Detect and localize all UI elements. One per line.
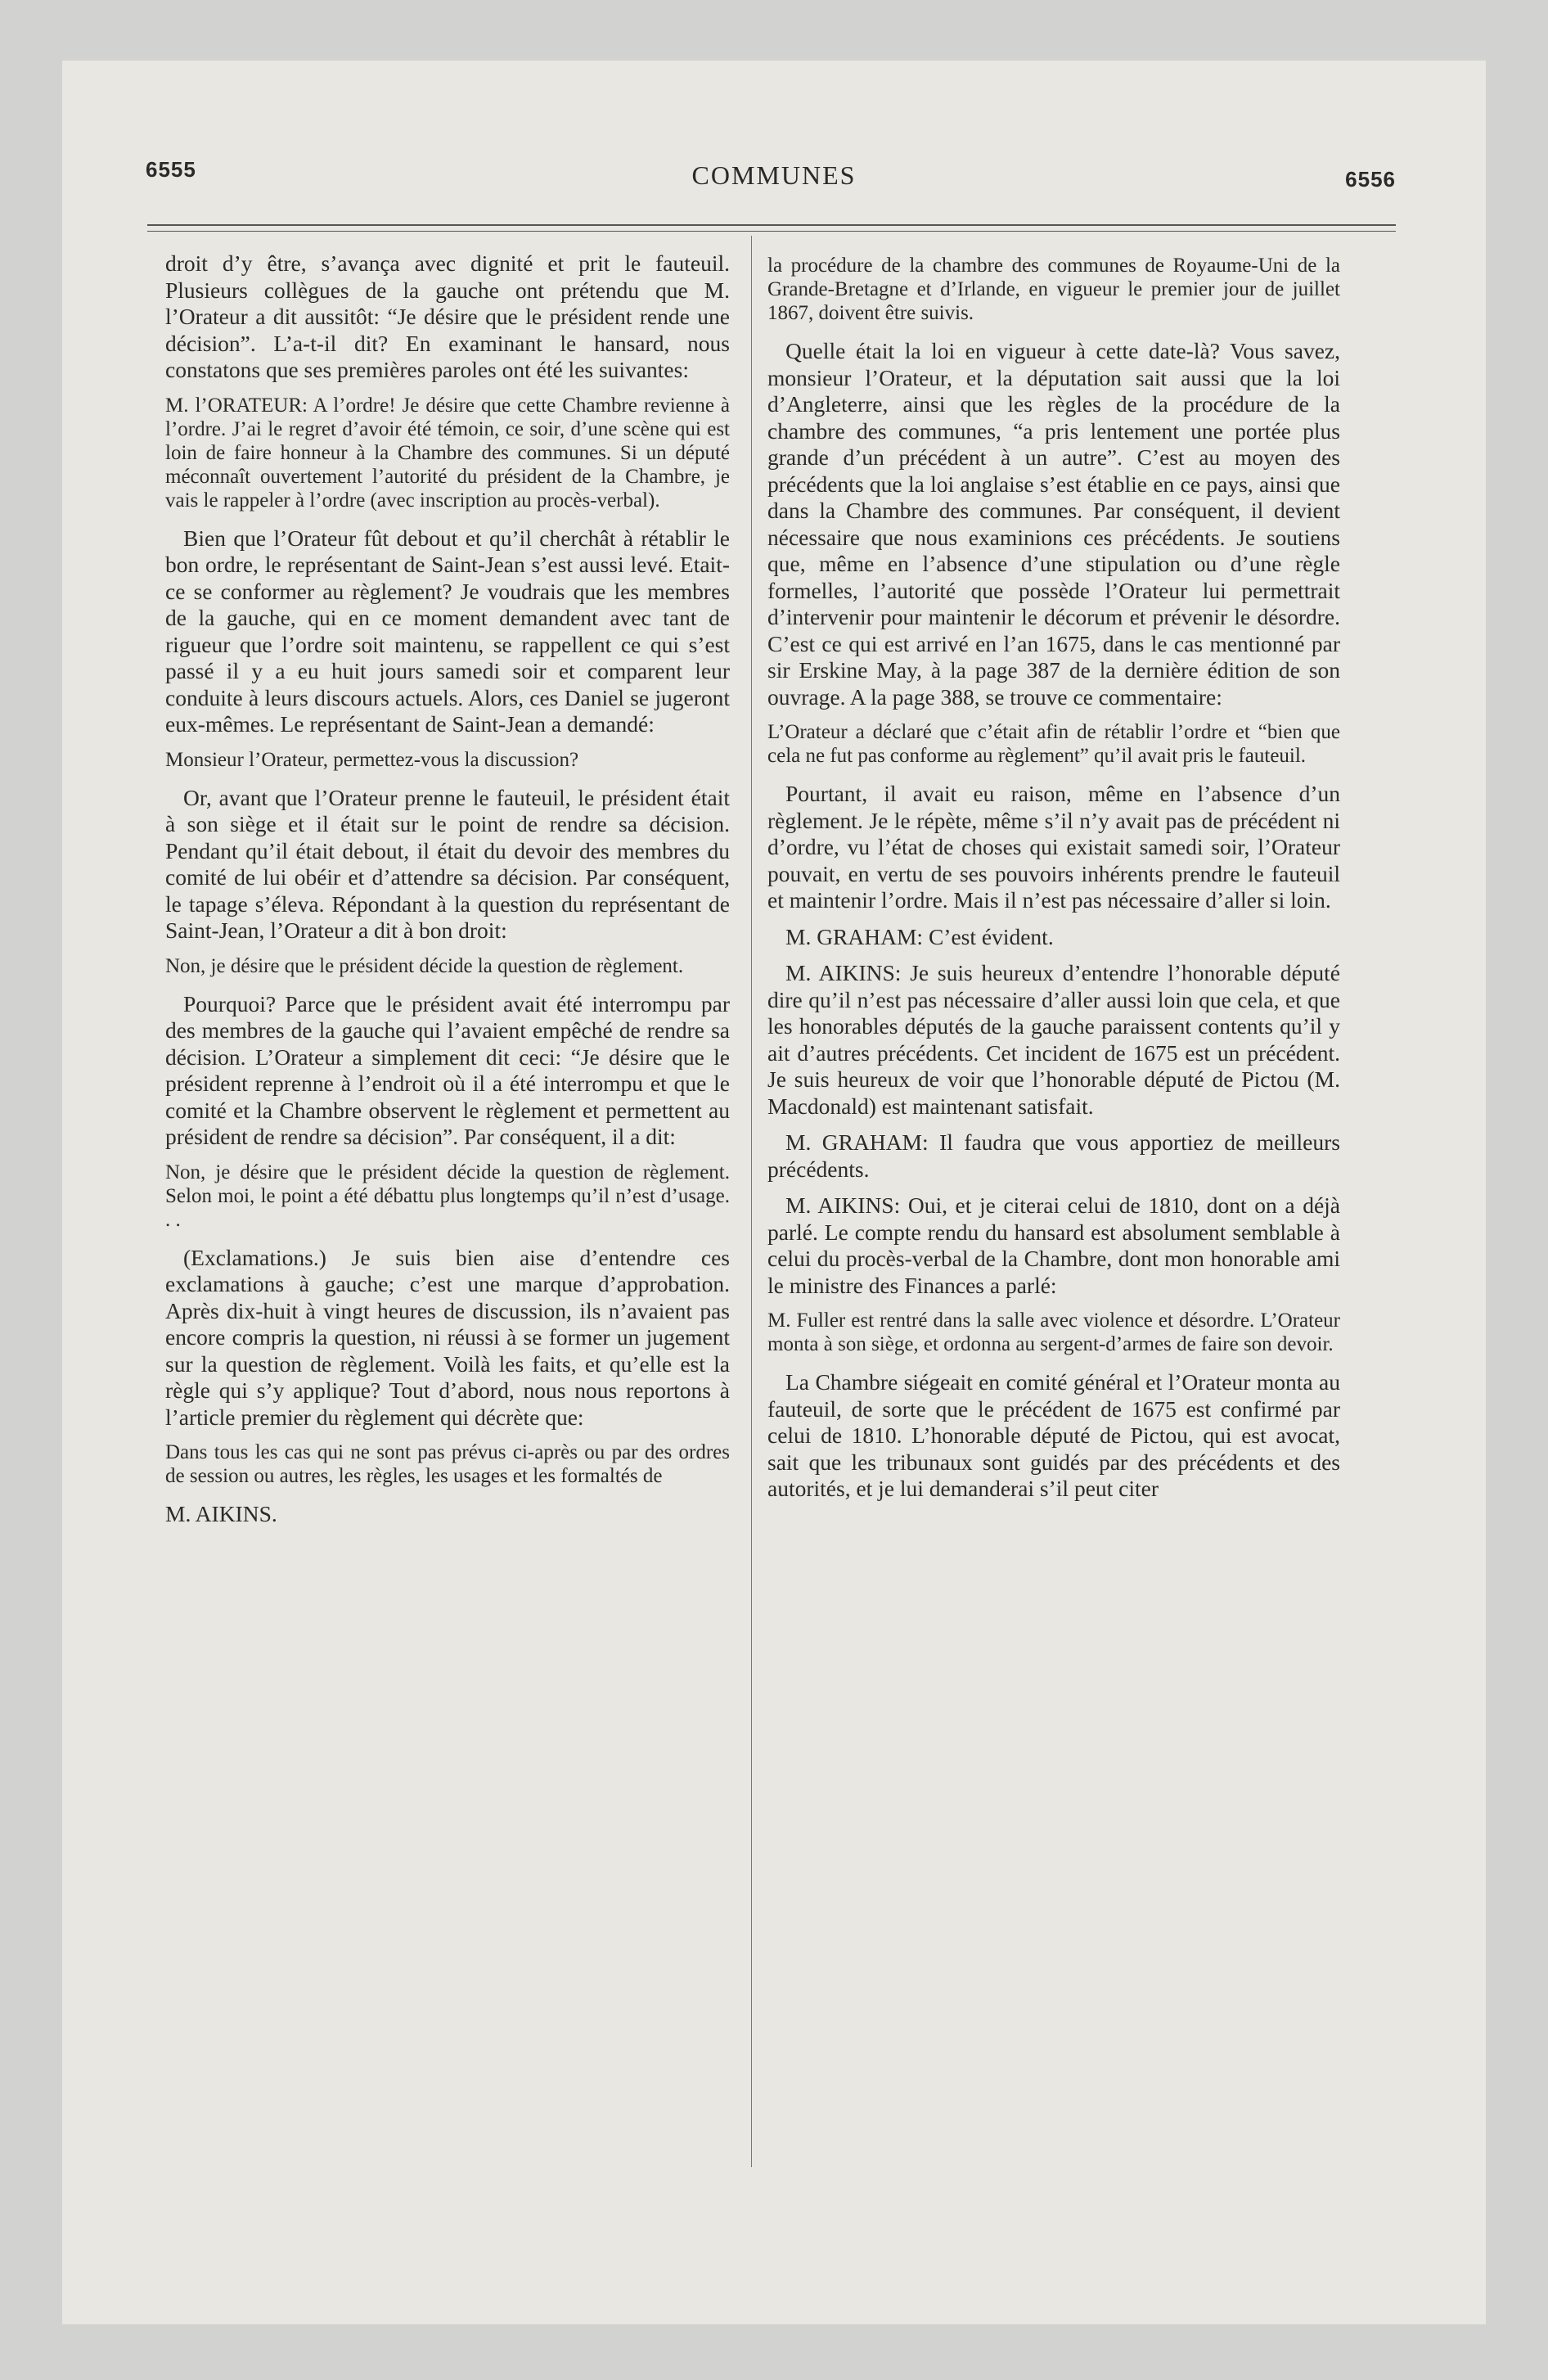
paragraph: (Exclamations.) Je suis bien aise d’entendre ces exclamations à gauche; c’est une marque d’approbation. Après dix-huit à vingt heures de discussion, ils n’avaient pas encore compris la question, ni réussi à se former un jugement sur la question de règlement. Voilà les faits, et qu’elle est la règle qui s’y applique? Tout d’abord, nous nous reportons à l’article premier du règlement qui décrète que:: [165, 1244, 730, 1430]
speaker-name: M. AIKINS.: [165, 1501, 277, 1526]
paragraph: M. GRAHAM: Il faudra que vous apportiez de meilleurs précédents.: [767, 1129, 1340, 1182]
quoted-passage: M. l’ORATEUR: A l’ordre! Je désire que cette Chambre revienne à l’ordre. J’ai le regret d’avoir été témoin, ce soir, d’une scène qui est loin de faire honneur à la Chambre des communes. Si un député méconnaît ouvertement l’autorité du président de la Chambre, je vais le rappeler à l’ordre (avec inscription au procès-verbal).: [165, 394, 730, 512]
quoted-passage: Dans tous les cas qui ne sont pas prévus ci-après ou par des ordres de session ou autres, les règles, les usages et les formaltés de: [165, 1441, 730, 1487]
running-title: COMMUNES: [691, 160, 857, 190]
right-page-number: 6556: [1345, 167, 1396, 192]
paragraph: Bien que l’Orateur fût debout et qu’il cherchât à rétablir le bon ordre, le représentant de Saint-Jean s’est aussi levé. Etait-ce se conformer au règlement? Je voudrais que les membres de la gauche, qui en ce moment demandent avec tant de rigueur que l’ordre soit maintenu, se rappellent ce qui s’est passé il y a eu huit jours samedi soir et comparent leur conduite à leurs discours actuels. Alors, ces Daniel se jugeront eux-mêmes. Le représentant de Saint-Jean a demandé:: [165, 525, 730, 737]
quoted-passage: Non, je désire que le président décide la question de règlement. Selon moi, le point a été débattu plus longtemps qu’il n’est d’usage. . .: [165, 1161, 730, 1231]
left-column: [165, 250, 730, 1538]
quoted-passage: L’Orateur a déclaré que c’était afin de rétablir l’ordre et “bien que cela ne fut pas conforme au règlement” qu’il avait pris le fauteuil.: [767, 721, 1340, 767]
header-rule-thin: [147, 231, 1396, 232]
paragraph: Pourtant, il avait eu raison, même en l’absence d’un règlement. Je le répète, même s’il n’y avait pas de précédent ni d’ordre, vu l’état de choses qui existait samedi soir, l’Orateur pouvait, en vertu de ses pouvoirs inhérents prendre le fauteuil et maintenir l’ordre. Mais il n’est pas nécessaire d’aller si loin.: [767, 781, 1340, 913]
paragraph: M. AIKINS: Je suis heureux d’entendre l’honorable député dire qu’il n’est pas nécessaire d’aller aussi loin que cela, et que les honorables députés de la gauche paraissent contents qu’il y ait d’autres précédents. Cet incident de 1675 est un précédent. Je suis heureux de voir que l’honorable député de Pictou (M. Macdonald) est maintenant satisfait.: [767, 960, 1340, 1119]
left-page-number: 6555: [146, 157, 196, 182]
header-rule: [147, 224, 1396, 226]
paragraph: M. GRAHAM: C’est évident.: [785, 923, 1054, 949]
quoted-passage: Monsieur l’Orateur, permettez-vous la discussion?: [165, 748, 579, 771]
column-divider: [751, 236, 752, 2167]
paragraph: Quelle était la loi en vigueur à cette date-là? Vous savez, monsieur l’Orateur, et la députation sait aussi que la loi d’Angleterre, ainsi que les règles de la procédure de la chambre des communes, “a pris lentement une portée plus grande d’un précédent à un autre”. C’est au moyen des précédents que la loi anglaise s’est établie en ce pays, ainsi que dans la Chambre des communes. Par conséquent, il devient nécessaire que nous examinions ces précédents. Je soutiens que, même en l’absence d’une stipulation ou d’une règle formelles, l’autorité que possède l’Orateur lui permettrait d’intervenir pour maintenir le décorum et prévenir le désordre. C’est ce qui est arrivé en l’an 1675, dans le cas mentionné par sir Erskine May, à la page 387 de la dernière édition de son ouvrage. A la page 388, se trouve ce commentaire:: [767, 338, 1340, 710]
quoted-passage: Non, je désire que le président décide la question de règlement.: [165, 954, 684, 977]
quoted-passage: la procédure de la chambre des communes de Royaume-Uni de la Grande-Bretagne et d’Irlande, en vigueur le premier jour de juillet 1867, doivent être suivis.: [767, 255, 1340, 324]
paragraph: droit d’y être, s’avança avec dignité et prit le fauteuil. Plusieurs collègues de la gauche ont prétendu que M. l’Orateur a dit aussitôt: “Je désire que le président rende une décision”. L’a-t-il dit? En examinant le hansard, nous constatons que ses premières paroles ont été les suivantes:: [165, 250, 730, 382]
paragraph: La Chambre siégeait en comité général et l’Orateur monta au fauteuil, de sorte que le précédent de 1675 est confirmé par celui de 1810. L’honorable député de Pictou, qui est avocat, sait que les tribunaux sont guidés par des précédents et des autorités, et je lui demanderai s’il peut citer: [767, 1369, 1340, 1501]
paragraph: M. AIKINS: Oui, et je citerai celui de 1810, dont on a déjà parlé. Le compte rendu du hansard est absolument semblable à celui du procès-verbal de la Chambre, dont mon honorable ami le ministre des Finances a parlé:: [767, 1192, 1340, 1298]
paragraph: Or, avant que l’Orateur prenne le fauteuil, le président était à son siège et il était sur le point de rendre sa décision. Pendant qu’il était debout, il était du devoir des membres du comité de lui obéir et d’attendre sa décision. Par conséquent, le tapage s’éleva. Répondant à la question du représentant de Saint-Jean, l’Orateur a dit à bon droit:: [165, 784, 730, 943]
scanned-page: [62, 61, 1486, 2324]
right-column: [767, 250, 1340, 1512]
quoted-passage: M. Fuller est rentré dans la salle avec violence et désordre. L’Orateur monta à son siège, et ordonna au sergent-d’armes de faire son devoir.: [767, 1309, 1340, 1355]
paragraph: Pourquoi? Parce que le président avait été interrompu par des membres de la gauche qui l’avaient empêché de rendre sa décision. L’Orateur a simplement dit ceci: “Je désire que le président reprenne à l’endroit où il a été interrompu et que le comité et la Chambre observent le règlement et permettent au président de rendre sa décision”. Par conséquent, il a dit:: [165, 990, 730, 1149]
